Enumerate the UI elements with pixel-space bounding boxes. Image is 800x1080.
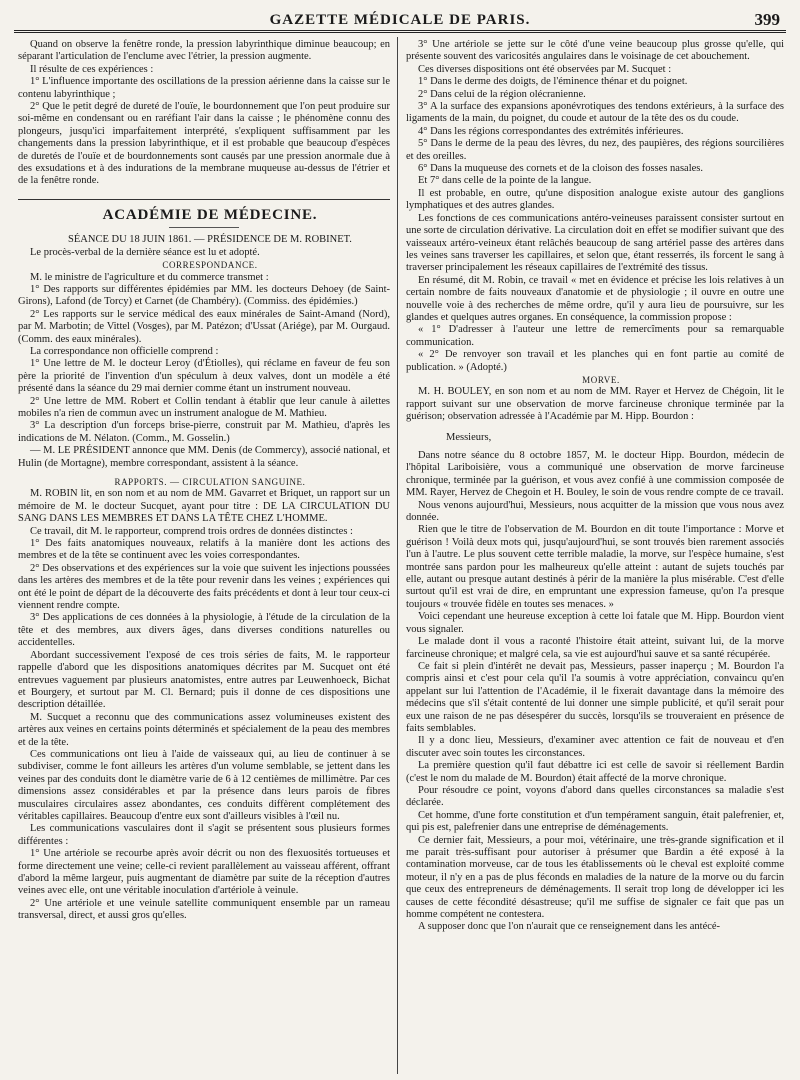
paragraph: Ce fait si plein d'intérêt ne devait pas, Messieurs, passer inaperçu ; M. Bourdon l'a compris ainsi et c'est pour cela qu'il l'a soumis à votre appréciation, convaincu qu'en appelant sur lui l'attention de l'Académie, il le fixerait davantage dans la mémoire des médecins que s'il s'était contenté de lui donner une simple publicité, et qu'il serait pour eux une raison de ne pas désespérer du succès, lorsqu'ils se trouveraient en présence de faits semblables. — [406, 660, 784, 734]
paragraph: 2° Une artériole et une veinule satellite communiquent ensemble par un rameau transversal, direct, et aussi gros qu'elles. — [18, 897, 390, 922]
paragraph: Abordant successivement l'exposé de ces trois séries de faits, M. le rapporteur rappelle d'abord que les dispositions anatomiques décrites par M. Sucquet ont été entrevues vaguement par plusieurs anatomistes, entre autres par Leuwenhoeck, Bichat et Bourgery, et surtout par M. Cl. Bernard; puis il donne de ces dispositions une description détaillée. — [18, 649, 390, 711]
paragraph: 1° Une lettre de M. le docteur Leroy (d'Étiolles), qui réclame en faveur de feu son père la priorité de l'invention d'un spéculum à deux valves, dont un modèle a été présenté dans la séance du 29 mai dernier comme étant un instrument nouveau. — [18, 358, 390, 395]
paragraph: Il résulte de ces expériences : — [30, 63, 154, 75]
paragraph: 6° Dans la muqueuse des cornets et de la cloison des fosses nasales. — [418, 163, 704, 175]
paragraph: M. le ministre de l'agriculture et du commerce transmet : — [30, 271, 269, 283]
paragraph: 2° Dans celui de la région olécranienne. — [418, 88, 586, 100]
paragraph: Il y a donc lieu, Messieurs, d'examiner avec attention ce fait de nouveau et d'en discuter avec soin toutes les circonstances. — [406, 735, 784, 759]
paragraph: 1° Dans le derme des doigts, de l'éminence thénar et du poignet. — [418, 76, 688, 88]
journal-title: GAZETTE MÉDICALE DE PARIS. — [269, 12, 531, 28]
seance-heading: SÉANCE DU 18 JUIN 1861. — PRÉSIDENCE DE M. ROBINET. — [68, 234, 352, 246]
paragraph: M. H. BOULEY, en son nom et au nom de MM. Rayer et Hervez de Chégoin, lit le rapport suivant sur une observation de morve farcineuse chronique terminée par la guérison; observation adressée à l'Académie par M. Hipp. Bourdon : — [406, 386, 784, 423]
paragraph: 2° Des observations et des expériences sur la voie que suivent les injections poussées dans les artères des membres et de la tête pour revenir dans les veines ; expériences qui ont été le point de départ de la découverte des faits précédents et dont à leur tour ceux-ci viennent rendre compte. — [18, 562, 390, 612]
paragraph: 1° Des faits anatomiques nouveaux, relatifs à la manière dont les actions des membres et de la tête se continuent avec les voies correspondantes. — [18, 538, 390, 562]
paragraph: Quand on observe la fenêtre ronde, la pression labyrinthique diminue beaucoup; en séparant l'articulation de l'enclume avec l'étrier, la pression augmente. — [18, 39, 390, 63]
paragraph: 2° Que le petit degré de dureté de l'ouïe, le bourdonnement que l'on peut produire sur soi-même en condensant ou en raréfiant l'air dans la caisse ; le phénomène connu des plongeurs, jusqu'ici imparfaitement interprété, s'expliquent suffisamment par les changements dans la pression labyrinthique, et il est probable que beaucoup d'espèces de duretés de l'ouïe et de bourdonnements sont causés par une pression anormale due à des exsudations et à des indurations de la membrane muqueuse au-dessus de l'étrier et de la fenêtre ronde. — [18, 101, 390, 187]
paragraph: Les fonctions de ces communications antéro-veineuses paraissent consister surtout en une sorte de circulation dérivative. La circulation doit en effet se modifier suivant que des vaisseaux artéro-veineux étant relâchés beaucoup de sang artériel passe des artères dans les veines sans traverser les capillaires, et selon que, étant resserrés, ils forcent le sang à traverser principalement les réseaux capillaires de l'extrémité des tissus. — [406, 212, 784, 274]
paragraph: Le malade dont il vous a raconté l'histoire était atteint, suivant lui, de la morve farcineuse chronique; et malgré cela, sa vie est aujourd'hui sauve et sa santé récupérée. — [406, 636, 784, 660]
paragraph: Dans notre séance du 8 octobre 1857, M. le docteur Hipp. Bourdon, médecin de l'hôpital Lariboisière, vous a communiqué une observation de morve farcineuse chronique, terminée par la guérison, et vous avez confié à une commission composée de MM. Rayer, Hervez de Chegoin et H. Bouley, le soin de vous rendre compte de ce travail. — [406, 450, 784, 499]
page-number: 399 — [754, 10, 780, 29]
paragraph: La première question qu'il faut débattre ici est celle de savoir si réellement Bardin (c'est le nom du malade de M. Bourdon) était affecté de la morve chronique. — [406, 760, 784, 784]
paragraph: 5° Dans le derme de la peau des lèvres, du nez, des paupières, des régions sourcilières et des oreilles. — [406, 138, 784, 162]
paragraph: 2° Les rapports sur le service médical des eaux minérales de Saint-Amand (Nord), par M. Marbotin; de Vittel (Vosges), par M. Patézon; d'Ussat (Ariége), par M. Ourgaud. (Comm. des eaux minérales). — [18, 308, 390, 345]
paragraph: Il est probable, en outre, qu'une disposition analogue existe autour des ganglions lymphatiques et des autres glandes. — [406, 187, 784, 212]
paragraph: Nous venons aujourd'hui, Messieurs, nous acquitter de la mission que vous nous avez donnée. — [406, 499, 784, 524]
paragraph: « 1° D'adresser à l'auteur une lettre de remercîments pour sa remarquable communication. — [406, 324, 784, 348]
right-column — [406, 39, 784, 1074]
paragraph: Ces diverses dispositions ont été observées par M. Sucquet : — [418, 63, 672, 75]
column-divider — [397, 37, 398, 1074]
paragraph: « 2° De renvoyer son travail et les planches qui en font partie au comité de publication. » (Adopté.) — [406, 349, 784, 373]
paragraph: 4° Dans les régions correspondantes des extrémités inférieures. — [418, 125, 684, 137]
paragraph: Rien que le titre de l'observation de M. Bourdon en dit toute l'importance : Morve et guérison ! Voilà deux mots qui, jusqu'aujourd'hui, se sont trouvés bien rarement associés l'un à l'autre. Le plus souvent cette terrible maladie, la morve, sur l'espèce humaine, s'est montrée sans pardon pour les malheureux qu'elle atteint : autant de sujets touchés par elle, autant ou presque autant destinés à périr de la manière la plus misérable. C'est d'elle surtout qu'il est vrai de dire, en empruntant une expression fameuse, qu'on l'a presque toujours « trouvée fidèle en toutes ses menaces. » — [406, 524, 784, 610]
rapports-heading: RAPPORTS. — CIRCULATION SANGUINE. — [114, 477, 306, 487]
salutation: Messieurs, — [446, 431, 492, 443]
paragraph: 3° A la surface des expansions aponévrotiques des tendons extérieurs, à la surface des ligaments de la main, du poignet, du coude et autour de la tête des os du coude. — [406, 101, 784, 125]
paragraph: Ces communications ont lieu à l'aide de vaisseaux qui, au lieu de continuer à se subdiviser, comme le font ailleurs les artères d'un volume semblable, se jettent dans les veines par des conduits dont le diamètre varie de 6 à 12 centièmes de millimètre. Par ces dimensions assez considérables et par la présence dans leurs parois de fibres musculaires circulaires assez abondantes, ces conduits diffèrent complétement des véritables capillaires. Beaucoup d'entre eux sont d'ailleurs visibles à l'œil nu. — [18, 748, 390, 822]
paragraph: 1° Une artériole se recourbe après avoir décrit ou non des flexuosités tortueuses et forme directement une veine; celle-ci revient parallèlement au vaisseau afférent, offrant d'abord la même largeur, puis augmentant de diamètre par suite de la réception d'autres veines avec elle, ont une véritable inoculation d'artériole à veinule. — [18, 848, 390, 897]
paragraph: Et 7° dans celle de la pointe de la langue. — [418, 175, 592, 187]
morve-heading: MORVE. — [582, 374, 620, 385]
paragraph: A supposer donc que l'on n'aurait que ce renseignement dans les antécé- — [418, 921, 721, 933]
correspondance-heading: CORRESPONDANCE. — [162, 260, 258, 271]
header-rule — [14, 30, 786, 33]
left-column — [18, 39, 390, 1074]
paragraph: Les communications vasculaires dont il s'agit se présentent sous plusieurs formes différentes : — [18, 823, 390, 847]
paragraph: 2° Une lettre de MM. Robert et Collin tendant à établir que leur canule à ailettes mobiles n'a rien de commun avec un instrument analogue de M. Mathieu. — [18, 395, 390, 419]
paragraph: Pour résoudre ce point, voyons d'abord dans quelles circonstances sa maladie s'est déclarée. — [406, 784, 784, 809]
paragraph: Ce dernier fait, Messieurs, a pour moi, vétérinaire, une très-grande signification et il me parait très-suffisant pour autoriser à présumer que Bardin a été exposé à la contamination morveuse, car de tous les établissements où le cheval est exploité comme moteur, il n'y en a pas de plus féconds en maladies de la nature de la morve ou du farcin que ceux des entrepreneurs de déménagements. Il serait trop long de développer ici les causes de cette fécondité désastreuse; qu'il me suffise de signaler ce fait que pas un homme compétent ne contestera. — [406, 834, 784, 921]
paragraph: 3° Des applications de ces données à la physiologie, à l'étude de la circulation de la tête et des membres, aux divers âges, dans diverses conditions naturelles ou accidentelles. — [18, 612, 390, 649]
paragraph: Ce travail, dit M. le rapporteur, comprend trois ordres de données distinctes : — [30, 525, 353, 537]
paragraph: La correspondance non officielle comprend : — [30, 345, 219, 357]
page-header — [14, 6, 786, 32]
section-rule — [18, 199, 390, 200]
paragraph: Voici cependant une heureuse exception à cette loi fatale que M. Hipp. Bourdon vient vous signaler. — [406, 611, 784, 635]
academy-title: ACADÉMIE DE MÉDECINE. — [102, 206, 318, 223]
paragraph: Cet homme, d'une forte constitution et d'un tempérament sanguin, était palefrenier, et, qui pis est, palefrenier dans une entreprise de déménagements. — [406, 809, 784, 834]
paragraph: M. ROBIN lit, en son nom et au nom de MM. Gavarret et Briquet, un rapport sur un mémoire de M. le docteur Sucquet, ayant pour titre : DE LA CIRCULATION DU SANG DANS LES MEMBRES ET DANS LA TÊTE CHEZ L'HOMME. — [18, 488, 390, 525]
paragraph: 3° Une artériole se jette sur le côté d'une veine beaucoup plus grosse qu'elle, qui présente souvent des varicosités angulaires dans le voisinage de cet abouchement. — [406, 39, 784, 63]
paragraph: 3° La description d'un forceps brise-pierre, construit par M. Mathieu, d'après les indications de M. Nélaton. (Comm., M. Gosselin.) — [18, 420, 390, 444]
paragraph: M. Sucquet a reconnu que des communications assez volumineuses existent des artères aux veines en certains points déterminés et spécialement de la peau des membres et de la tête. — [18, 711, 390, 748]
paragraph: 1° L'influence importante des oscillations de la pression aérienne dans la caisse sur le contenu labyrinthique ; — [18, 76, 390, 100]
paragraph: — M. LE PRÉSIDENT annonce que MM. Denis (de Commercy), associé national, et Hulin (de Mortagne), membre correspondant, assistent à la séance. — [18, 445, 390, 469]
paragraph: 1° Des rapports sur différentes épidémies par MM. les docteurs Dehoey (de Saint-Girons), Lafond (de Torcy) et Carnet (de Chambéry). (Commiss. des épidémies.) — [18, 283, 390, 308]
title-rule — [169, 227, 239, 228]
paragraph: Le procès-verbal de la dernière séance est lu et adopté. — [30, 246, 260, 258]
paragraph: En résumé, dit M. Robin, ce travail « met en évidence et précise les lois relatives à un certain nombre de faits nouveaux d'anatomie et de physiologie ; il ouvre en outre une nouvelle voie à des recherches de même ordre, qu'il y aura lieu de poursuivre, sur les glandes et quelques autres organes. En conséquence, la commission propose : — [406, 274, 784, 323]
